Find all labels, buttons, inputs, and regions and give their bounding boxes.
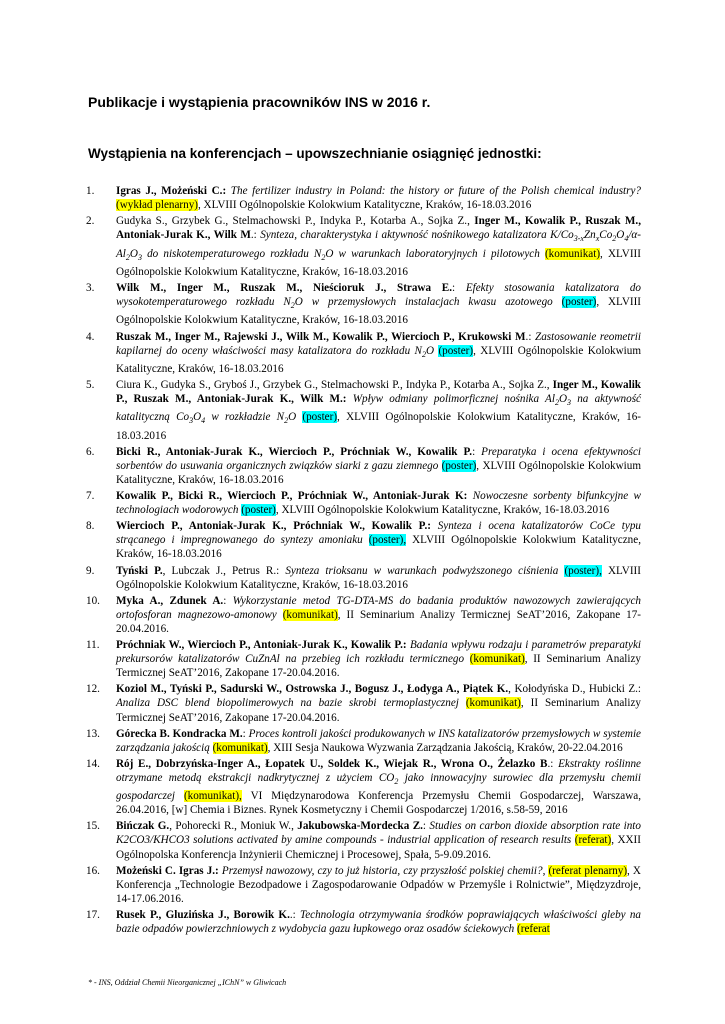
subscript: 3 xyxy=(137,252,142,262)
item-text xyxy=(116,214,641,279)
text-segment xyxy=(553,296,562,308)
title-text: O w warunkach laboratoryjnych i pilotowych xyxy=(325,247,540,260)
title-text: Analiza DSC blend biopolimerowych na bazie skrobi termoplastycznej xyxy=(116,697,459,710)
text-segment: , XLVIII Ogólnopolskie Kolokwium Katalityczne, Kraków, 16-18.03.2016 xyxy=(116,344,641,375)
item-number: 1. xyxy=(86,185,95,197)
title-text: O xyxy=(288,411,297,424)
authors: Koziol M., Tyński P., Sadurski W., Ostrowska J., Bogusz J., Łodyga A., Piątek K. xyxy=(116,683,509,696)
authors: Bicki R., Antoniak-Jurak K., Wiercioch P., Próchniak W., Kowalik P. xyxy=(116,445,473,458)
text-segment xyxy=(363,534,369,546)
item-text xyxy=(116,638,641,680)
title-text: O xyxy=(425,344,435,357)
subscript: x xyxy=(595,234,600,244)
text-segment: VI Międzynarodowa Konferencja Przemysłu Chemii Gospodarczej, Warszawa, 26.04.2016, [w] Chemia i Biznes. Rynek Kosmetyczny i Chemii Gospodarczej 1/2016, s.58-59, 2016 xyxy=(116,790,641,817)
text-segment: .: xyxy=(250,229,261,242)
text-segment: , XLVIII Ogólnopolskie Kolokwium Katalityczne, Kraków, 16-18.03.2016 xyxy=(116,296,642,327)
item-number: 5. xyxy=(86,379,95,391)
presentation-type-highlight: (komunikat) xyxy=(465,697,521,710)
text-segment: XLVIII Ogólnopolskie Kolokwium Katalityczne, Kraków, 16-18.03.2016 xyxy=(116,534,641,561)
poster-highlight: (poster) xyxy=(302,411,338,424)
text-segment: , XLVIII Ogólnopolskie Kolokwium Katalityczne, Kraków, 16-18.03.2016 xyxy=(197,199,532,212)
authors: Wiercioch P., Antoniak-Jurak K., Próchniak W., Kowalik P.: xyxy=(116,520,431,533)
item-number: 15. xyxy=(86,820,100,833)
item-number: 16. xyxy=(86,864,100,877)
list-item xyxy=(86,864,641,906)
authors: Ruszak M., Inger M., Rajewski J., Wilk M., Kowalik P., Wiercioch P., Krukowski M xyxy=(116,330,526,343)
text-segment: .: xyxy=(525,330,536,343)
poster-highlight: (poster) xyxy=(438,344,474,357)
title-text: Badania wpływu rodzaju i parametrów preparatyki prekursorów katalizatorów CuZnAl na przebieg ich rozkładu termicznego xyxy=(116,639,642,666)
authors: Tyński P. xyxy=(116,564,163,577)
item-number: 13. xyxy=(86,727,100,740)
list-item xyxy=(86,184,641,212)
authors: Górecka B. Kondracka M. xyxy=(116,727,243,740)
title-text: Synteza, charakterystyka i aktywność nośnikowego katalizatora K/Co xyxy=(260,229,574,242)
list-item xyxy=(86,564,641,592)
presentation-type-highlight: (komunikat), xyxy=(183,790,242,803)
item-number: 4. xyxy=(86,330,95,343)
list-item xyxy=(86,727,641,755)
item-number: 3. xyxy=(86,282,95,294)
title-text: Zastosowanie reometrii kapilarnej do oceny właściwości masy katalizatora do rozkładu N xyxy=(116,330,641,357)
text-segment: , XXII Ogólnopolska Konferencja Inżynierii Chemicznej i Procesowej, Spała, 5-9.09.2016. xyxy=(116,834,641,861)
title-text: Synteza trioksanu w warunkach podwyższonego ciśnienia xyxy=(285,564,559,577)
item-number: 10. xyxy=(86,594,100,607)
item-text xyxy=(116,682,641,724)
list-item xyxy=(86,594,641,636)
authors: Rusek P., Gluzińska J., Borowik K. xyxy=(116,908,290,921)
item-number: 6. xyxy=(86,445,95,458)
text-segment: : xyxy=(242,727,249,740)
subscript: 2 xyxy=(554,398,559,408)
subscript: 4 xyxy=(201,416,206,426)
authors: Inger M., Kowalik P., Ruszak M., Antoniak-Jurak K., Wilk M.: xyxy=(116,379,641,406)
list-item xyxy=(86,519,641,561)
authors: Wilk M., Inger M., Ruszak M., Nieścioruk J., Strawa E. xyxy=(116,282,452,294)
authors: Rój E., Dobrzyńska-Inger A., Łopatek U., Soldek K., Wiejak R., Wrona O., Żelazko B xyxy=(116,757,548,770)
title-text: O xyxy=(558,393,568,406)
list-item xyxy=(86,908,641,936)
item-text xyxy=(116,727,641,755)
item-text xyxy=(116,378,641,443)
title-text: Efekty stosowania katalizatora do wysokotemperaturowego rozkładu N xyxy=(116,282,641,309)
item-number: 17. xyxy=(86,908,100,921)
publication-list xyxy=(86,184,641,938)
section-heading: Wystąpienia na konferencjach – upowszechnianie osiągnięć jednostki: xyxy=(88,146,542,161)
title-text: Co xyxy=(599,229,613,242)
subscript: 3-x xyxy=(573,234,584,244)
authors: Inger M., Kowalik P., Ruszak M., Antoniak-Jurak K., Wilk M xyxy=(116,215,641,242)
list-item xyxy=(86,819,641,861)
subscript: 2 xyxy=(284,416,289,426)
subscript: 2 xyxy=(394,777,399,787)
item-text xyxy=(116,594,641,636)
subscript: 2 xyxy=(321,252,326,262)
item-text xyxy=(116,757,641,818)
list-item xyxy=(86,445,641,487)
presentation-type-highlight: (wykład plenarny) xyxy=(116,199,198,212)
title-text: Wpływ odmiany polimorficznej nośnika Al xyxy=(352,393,555,406)
item-text xyxy=(116,519,641,561)
presentation-type-highlight: (komunikat) xyxy=(282,608,338,621)
title-text: Preparatyka i ocena efektywności sorbentów do usuwania organicznych związków siarki z gazu ziemnego xyxy=(116,445,641,472)
presentation-type-highlight: (referat) xyxy=(574,834,612,847)
list-item xyxy=(86,638,641,680)
text-segment: , X Konferencja „Technologie Bezodpadowe i Zagospodarowanie Odpadów w Przemyśle i Rolnictwie”, Międzyzdroje, 14-17.06.2016. xyxy=(116,864,641,905)
text-segment: , XIII Sesja Naukowa Wyzwania Zarządzania Jakością, Kraków, 20-22.04.2016 xyxy=(267,741,623,754)
list-item xyxy=(86,330,641,377)
item-number: 8. xyxy=(86,520,95,533)
text-segment: , XLVIII Ogólnopolskie Kolokwium Katalityczne, Kraków, 16-18.03.2016 xyxy=(116,459,641,486)
text-segment: , II Seminarium Analizy Termicznej SeAT’2016, Zakopane 17-20.04.2016. xyxy=(116,653,641,680)
text-segment: , XLVIII Ogólnopolskie Kolokwium Katalityczne, Kraków, 16-18.03.2016 xyxy=(116,411,641,442)
item-number: 2. xyxy=(86,215,95,228)
subscript: 3 xyxy=(567,398,572,408)
title-text: O xyxy=(616,229,625,242)
subscript: 4 xyxy=(624,234,629,244)
list-item xyxy=(86,378,641,443)
text-segment: .: xyxy=(547,757,559,770)
title-text: O w przemysłowych instalacjach kwasu azotowego xyxy=(294,296,553,309)
title-text: Zn xyxy=(583,229,596,242)
title-text: Ekstrakty roślinne otrzymane metodą ekstrakcji nadkrytycznej z użyciem CO xyxy=(116,757,641,784)
text-segment: , XLVIII Ogólnopolskie Kolokwium Katalityczne, Kraków, 16-18.03.2016 xyxy=(116,247,641,278)
subscript: 2 xyxy=(421,349,426,359)
title-text: The fertilizer industry in Poland: the history or future of the Polish chemical industry? xyxy=(230,185,641,197)
poster-highlight: (poster), xyxy=(368,534,407,547)
title-text: w rozkładzie N xyxy=(205,411,285,424)
list-item xyxy=(86,214,641,279)
item-number: 11. xyxy=(86,639,100,652)
item-text xyxy=(116,564,641,592)
text-segment: : xyxy=(422,820,430,833)
title-text: O xyxy=(193,411,202,424)
subscript: 3 xyxy=(189,416,194,426)
item-text xyxy=(116,819,641,861)
item-text xyxy=(116,330,641,377)
page-title: Publikacje i wystąpienia pracowników INS w 2016 r. xyxy=(88,94,431,110)
item-text xyxy=(116,445,641,487)
title-text: Technologia otrzymywania środków poprawiających właściwości gleby na bazie odpadów powierzchniowych z wydobycia gazu łupkowego oraz osadów ściekowych xyxy=(116,908,641,936)
authors: Myka A., Zdunek A. xyxy=(116,594,224,607)
item-text xyxy=(116,184,641,212)
text-segment: : xyxy=(472,445,482,458)
authors: Jakubowska-Mordecka Z. xyxy=(297,820,423,833)
title-text: Przemysł nawozowy, czy to już historia, czy przyszłość polskiej chemii?, xyxy=(221,864,546,877)
title-text: Synteza i ocena katalizatorów CoCe typu strącanego i impregnowanego do syntezy amoniaku xyxy=(116,520,641,547)
item-number: 7. xyxy=(86,490,95,503)
list-item xyxy=(86,757,641,818)
text-segment: XLVIII Ogólnopolskie Kolokwium Katalityczne, Kraków, 16-18.03.2016 xyxy=(116,564,641,591)
text-segment xyxy=(431,520,438,532)
text-segment: , II Seminarium Analizy Termicznej SeAT’2016, Zakopane 17-20.04.2016. xyxy=(116,608,641,635)
presentation-type-highlight: (referat xyxy=(517,923,550,936)
list-item xyxy=(86,682,641,724)
item-text xyxy=(116,864,641,906)
text-segment: , Pohorecki R., Moniuk W., xyxy=(169,820,298,833)
list-item xyxy=(86,281,641,328)
subscript: 2 xyxy=(612,234,617,244)
item-number: 14. xyxy=(86,757,100,770)
title-text: do niskotemperaturowego rozkładu N xyxy=(141,247,322,260)
authors: Igras J., Możeński C.: xyxy=(116,185,227,197)
title-text: Nowoczesne sorbenty bifunkcyjne w technologiach wodorowych xyxy=(116,490,641,517)
text-segment: , Kołodyńska D., Hubicki Z.: xyxy=(508,683,642,696)
presentation-type-highlight: (komunikat) xyxy=(544,247,601,260)
poster-highlight: (poster) xyxy=(241,504,276,517)
footnote: * - INS, Oddział Chemii Nieorganicznej „IChN” w Gliwicach xyxy=(88,978,287,987)
presentation-type-highlight: (referat plenarny) xyxy=(548,864,628,877)
text-segment: : xyxy=(223,594,233,607)
text-segment xyxy=(459,697,466,709)
authors: Możeński C. Igras J.: xyxy=(116,864,219,877)
text-segment: , II Seminarium Analizy Termicznej SeAT’2016, Zakopane 17-20.04.2016. xyxy=(116,697,641,724)
authors: Kowalik P., Bicki R., Wiercioch P., Próchniak W., Antoniak-Jurak K: xyxy=(116,490,468,503)
item-number: 12. xyxy=(86,683,100,696)
title-text: Wykorzystanie metod TG-DTA-MS do badania produktów nawozowych zawierających ortofosforan magnezowo-amonowy xyxy=(116,594,641,621)
item-number: 9. xyxy=(86,564,95,577)
text-segment: Gudyka S., Grzybek G., Stelmachowski P., Indyka P., Kotarba A., Sojka Z., xyxy=(116,215,475,228)
text-segment: .: xyxy=(289,908,301,921)
text-segment: Ciura K., Gudyka S., Gryboś J., Grzybek G., Stelmachowski P., Indyka P., Kotarba A., Sojka Z., xyxy=(116,379,553,391)
authors: Bińczak G. xyxy=(116,820,170,833)
title-text: Proces kontroli jakości produkowanych w INS katalizatorów przemysłowych w systemie zarządzania jakością xyxy=(116,727,641,754)
subscript: 2 xyxy=(290,301,295,311)
title-text: jako innowacyjny surowiec dla przemysłu chemii gospodarczej xyxy=(116,771,641,803)
presentation-type-highlight: (komunikat) xyxy=(469,653,525,666)
text-segment: , Lubczak J., Petrus R.: xyxy=(162,564,286,577)
poster-highlight: (poster) xyxy=(441,459,477,472)
authors: Próchniak W., Wiercioch P., Antoniak-Jurak K., Kowalik P.: xyxy=(116,639,407,652)
text-segment: , XLVIII Ogólnopolskie Kolokwium Katalityczne, Kraków, 16-18.03.2016 xyxy=(275,504,610,517)
item-text xyxy=(116,908,641,936)
subscript: 2 xyxy=(125,252,130,262)
text-segment xyxy=(277,609,283,621)
text-segment: : xyxy=(452,282,466,294)
poster-highlight: (poster) xyxy=(561,296,597,309)
item-text xyxy=(116,281,641,328)
item-text xyxy=(116,489,641,517)
poster-highlight: (poster), xyxy=(564,564,602,577)
text-segment xyxy=(464,653,470,665)
list-item xyxy=(86,489,641,517)
title-text: na aktywność katalityczną Co xyxy=(116,393,641,424)
text-segment xyxy=(175,790,184,802)
title-text: Studies on carbon dioxide absorption rate into K2CO3/KHCO3 solutions activated by amine compounds - industrial application of research results xyxy=(116,820,641,847)
title-text: /α-Al xyxy=(116,229,641,260)
presentation-type-highlight: (komunikat) xyxy=(212,741,268,754)
title-text: O xyxy=(129,247,138,260)
